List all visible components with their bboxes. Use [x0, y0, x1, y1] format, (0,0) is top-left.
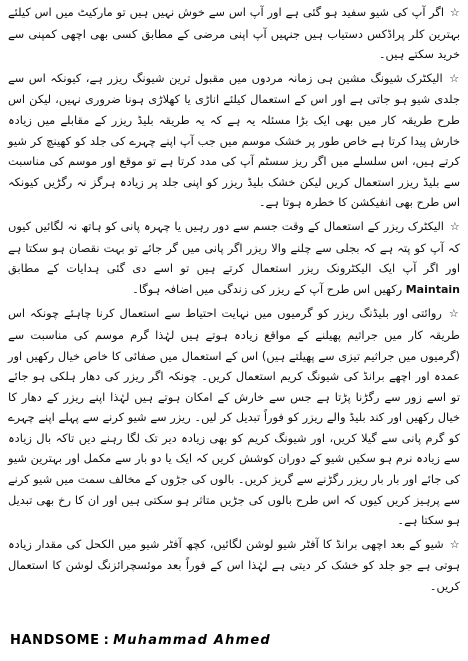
star-bullet-icon: ☆ — [449, 219, 460, 233]
paragraph-electric-shaver — [8, 68, 460, 213]
star-bullet-icon: ☆ — [448, 307, 460, 321]
paragraph-text-continued: رکھیں اس طرح آپ کے ریزر کی زندگی میں اضافہ ہوگا۔ — [132, 281, 403, 296]
paragraph-text: روائتی اور بلیڈنگ ریزر کو گرمیوں میں نہایت احتیاط سے استعمال کرنا چاہئے چونکہ اس طریقہ کار میں جراثیم پھیلنے کے مواقع زیادہ ہوتے ہیں لہٰذا گرم موسم کی مناسبت سے (گرمیوں میں جراثیم تیزی سے پھیلتے ہیں) اس کے استعمال میں صفائی کا خاص خیال رکھیں اور عمدہ اور اچھے برانڈ کی شیونگ کریم استعمال کریں۔ چونکہ اگر ریزر کی دھار ہلکی ہو جائے تو اسے زور سے رگڑنا پڑتا ہے جس سے خارش کے امکان ہوتے ہیں لہٰذا اپنے ریزر کے دھار کا خیال رکھیں اور کند بلیڈ والے ریزر کو فوراً تبدیل کر لیں۔ ریزر سے شیو کرنے سے پہلے اپنے چہرے کو گرم پانی سے گیلا کریں، اور شیونگ کریم کو بھی زیادہ دیر تک لگا رہنے دیں تاکہ بال زیادہ سے زیادہ نرم ہو سکیں شیو کے دوران کوشش کریں کہ ایک یا دو بار سے مکمل اور بہترین شیو کی جائے اور بار بار ریزر رگڑنے سے گریز کریں۔ بالوں کی جڑوں کے مخالف سمت میں شیو کرنے سے پرہیز کریں کیوں کہ اس طرح بالوں کی جڑیں متاثر ہو سکتی ہیں اور ان کا رخ بھی تبدیل ہو سکتا ہے۔ — [8, 306, 460, 528]
paragraph-text: اگر آپ کی شیو سفید ہو گئی ہے اور آپ اس سے خوش نہیں ہیں تو مارکیٹ میں اس کیلئے بہترین کلر پراڈکس دستیاب ہیں جنہیں آپ اپنی مرضی کے مطابق کسی بھی اچھی کمپنی سے خرید سکتے ہیں۔ — [8, 5, 460, 62]
paragraph-text: شیو کے بعد اچھی برانڈ کا آفٹر شیو لوشن لگائیں، کچھ آفٹر شیو میں الکحل کی مقدار زیادہ ہوتی ہے جو جلد کو خشک کر دیتی ہے لہٰذا اس کے فوراً بعد موئسچرائزنگ لوشن کا استعمال کریں۔ — [8, 536, 460, 594]
article-body — [8, 2, 460, 597]
star-bullet-icon: ☆ — [449, 537, 460, 551]
author-name: Muhammad Ahmed — [113, 633, 271, 648]
footer-credit — [10, 633, 271, 648]
paragraph-text: الیکٹرک شیونگ مشین ہی زمانہ مردوں میں مقبول ترین شیونگ ریزر ہے، کیونکہ اس سے جلدی شیو ہو جاتی ہے اور اس کے استعمال کیلئے اناڑی یا کھلاڑی ہونا ضروری نہیں، لیکن اس طرح طریقہ کار میں بھی ایک بڑا مسئلہ یہ ہے کہ یہ طریقہ بلیڈ ریزر کے مقابلے میں زیادہ خارش پیدا کرتا ہے خاص طور پر خشک موسم میں جب آپ اپنے چہرے کی جلد کو کھینچ کر شیو کرتے ہیں، اس سلسلے میں اگر ریز سسٹم آپ کی مدد کرتا ہے تو موقع اور موسم کی مناسبت سے بلیڈ ریزر استعمال کریں لیکن خشک بلیڈ ریزر کو اپنی جلد پر زیادہ ہرگز نہ رگڑیں کیونکہ اس طرح بھی انفیکشن کا خطرہ ہوتا ہے۔ — [8, 70, 460, 210]
paragraph-electric-safety — [8, 216, 460, 300]
paragraph-text: الیکٹرک ریزر کے استعمال کے وقت جسم سے دور رہیں یا چہرہ پانی کو ہاتھ نہ لگائیں کیوں کہ آپ کو پتہ ہے کہ بجلی سے چلنے والا ریزر اگر پانی میں گر جائے تو بہت نقصان ہو سکتا ہے اور اگر آپ ایک الیکٹرونک ریزر استعمال کرتے ہیں تو اسے دی گئی ہدایات کے مطابق — [8, 218, 460, 276]
star-bullet-icon: ☆ — [449, 6, 460, 19]
paragraph-blade-razor — [8, 303, 460, 531]
english-term: Maintain — [405, 282, 460, 296]
paragraph-aftershave — [8, 534, 460, 597]
star-bullet-icon: ☆ — [449, 71, 461, 85]
paragraph-hair-color — [8, 2, 460, 65]
credit-separator: : — [103, 633, 110, 648]
magazine-section-name: HANDSOME — [10, 633, 100, 648]
